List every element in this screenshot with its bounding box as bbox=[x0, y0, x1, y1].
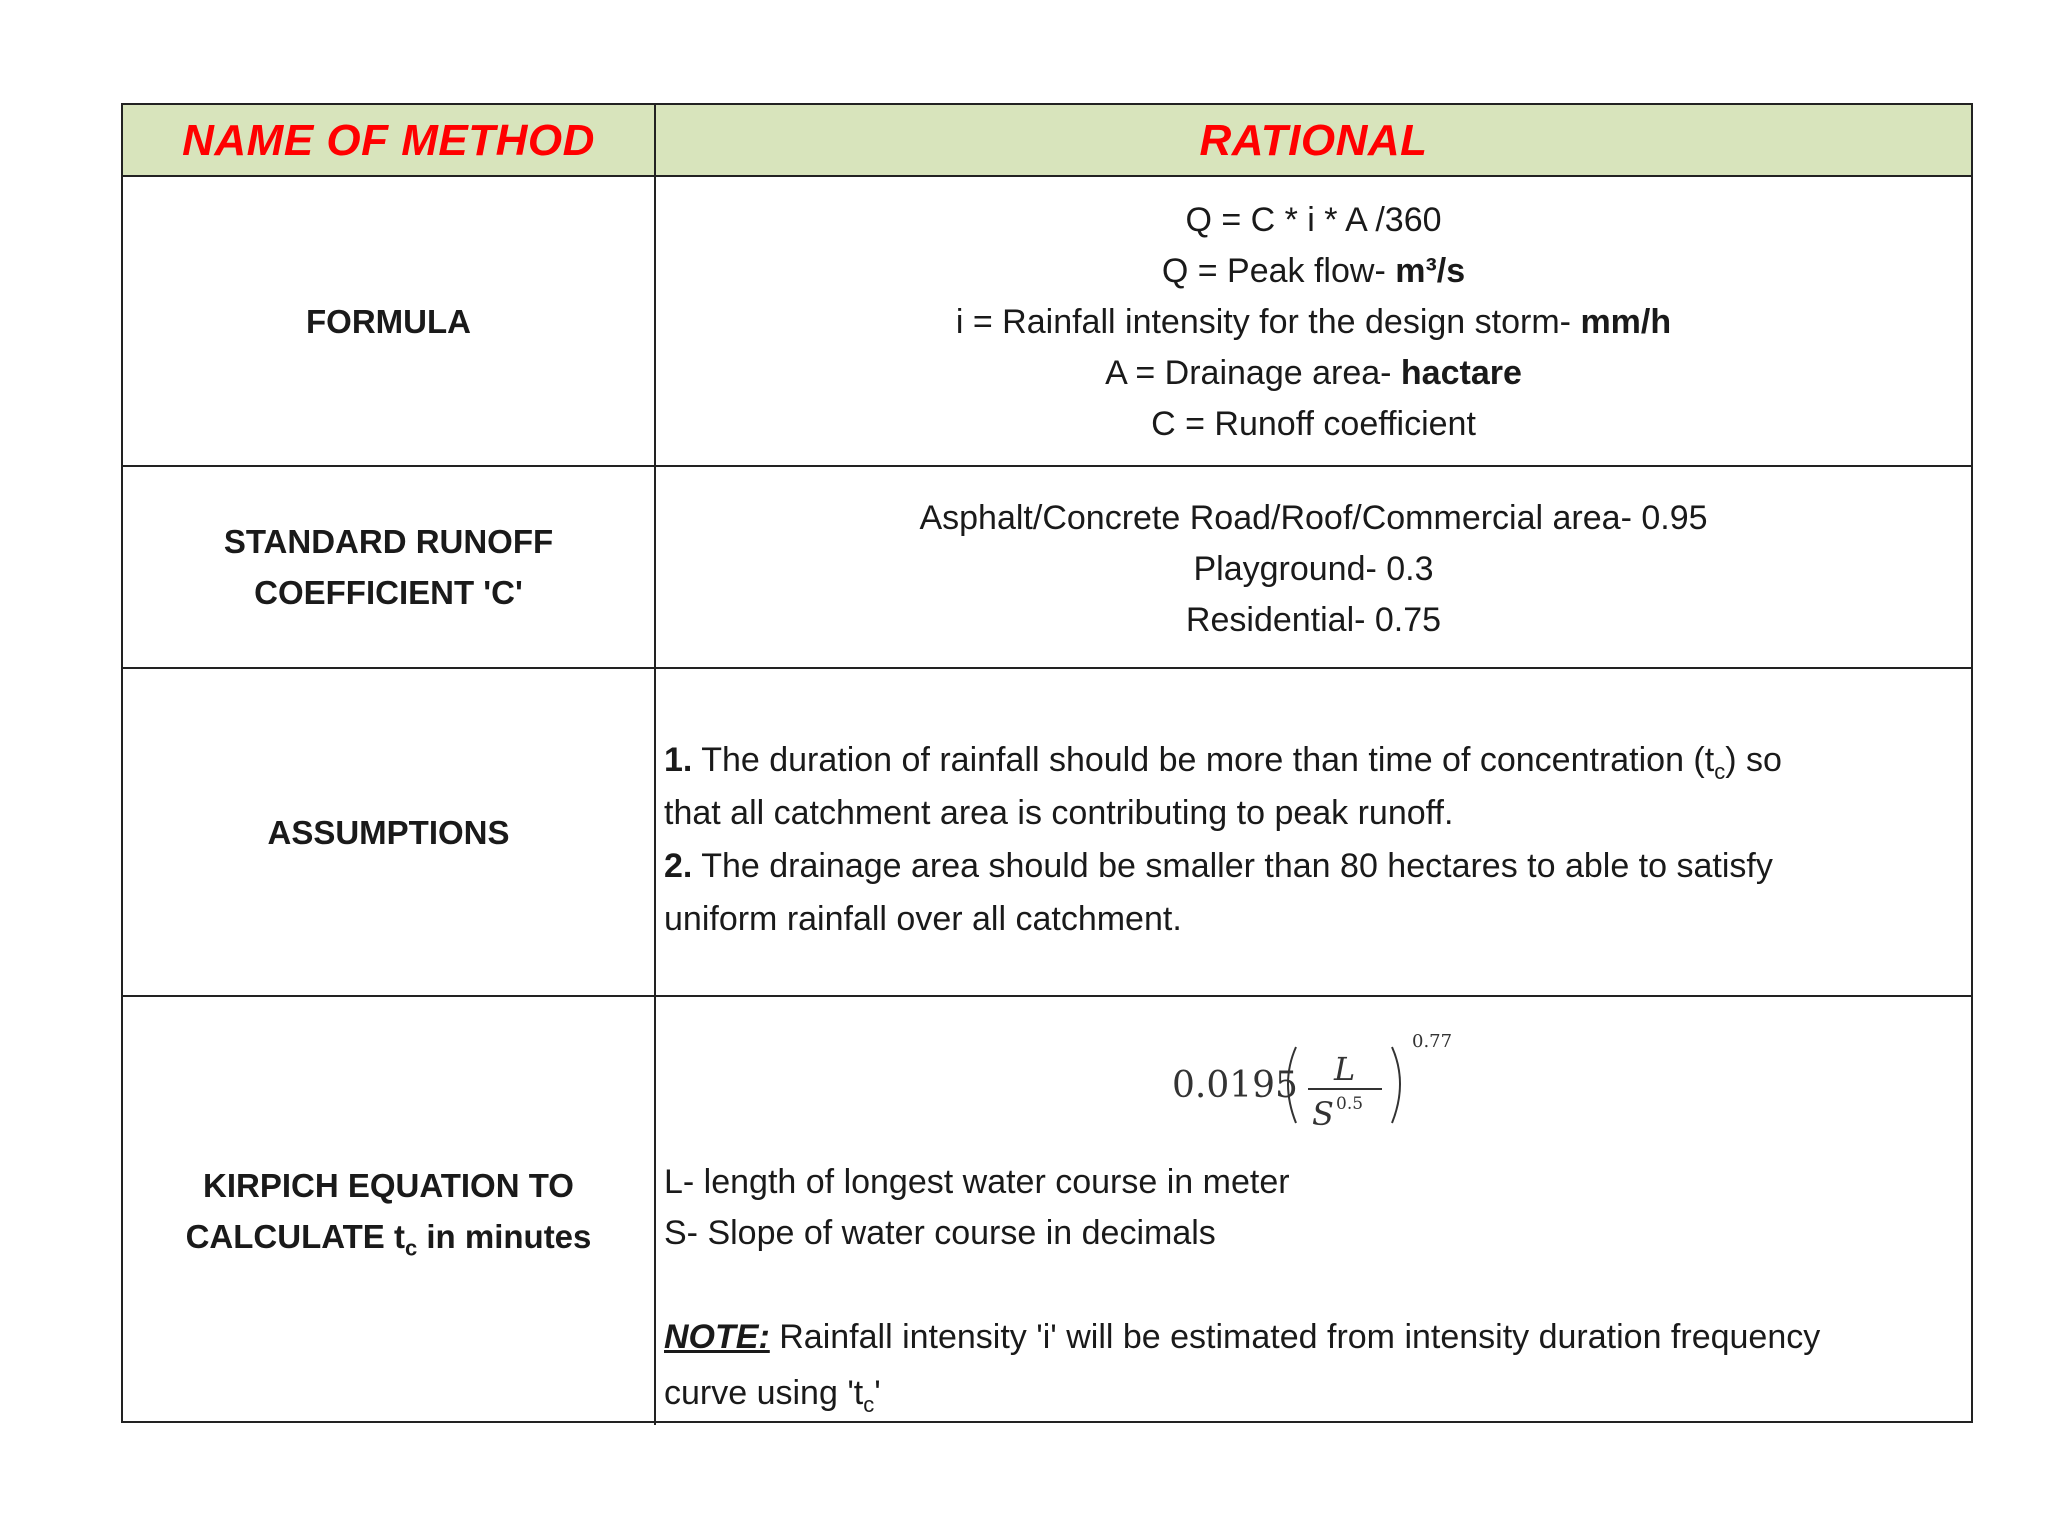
kirpich-eq-coefficient: 0.0195 bbox=[1171, 1065, 1298, 1106]
formula-i-text: i = Rainfall intensity for the design storm- bbox=[955, 303, 1581, 341]
kirpich-var-s: S- Slope of water course in decimals bbox=[664, 1214, 1216, 1252]
assumption-item-2-number: 2. bbox=[664, 847, 693, 885]
header-method-label: NAME OF METHOD bbox=[123, 105, 656, 175]
formula-c-line: C = Runoff coefficient bbox=[1151, 405, 1476, 443]
coefficient-row bbox=[123, 467, 1971, 669]
formula-a-line bbox=[656, 348, 1971, 399]
kirpich-note-text: Rainfall intensity 'i' will be estimated from intensity duration frequency bbox=[769, 1318, 1821, 1356]
assumption-item-1-text: The duration of rainfall should be more than time of concentration (t bbox=[692, 741, 1715, 779]
formula-label: FORMULA bbox=[123, 177, 656, 465]
kirpich-row bbox=[123, 997, 1971, 1425]
coefficient-list bbox=[656, 493, 1971, 646]
coefficient-label-line2: COEFFICIENT 'C' bbox=[254, 574, 523, 611]
method-table bbox=[121, 103, 1973, 1423]
kirpich-note-subscript: c bbox=[863, 1391, 875, 1417]
formula-i-unit: mm/h bbox=[1580, 303, 1672, 341]
kirpich-var-l: L- length of longest water course in meter bbox=[664, 1163, 1290, 1201]
kirpich-eq-exponent: 0.77 bbox=[1411, 1031, 1452, 1052]
assumption-item-1-tail: ) so bbox=[1725, 741, 1782, 779]
kirpich-eq-numerator: L bbox=[1333, 1050, 1355, 1088]
header-row bbox=[123, 105, 1971, 177]
header-method-name: RATIONAL bbox=[1199, 115, 1428, 165]
kirpich-cell bbox=[656, 997, 1971, 1425]
kirpich-note bbox=[664, 1309, 1963, 1421]
assumption-item-1-line1 bbox=[664, 734, 1963, 787]
formula-equation: Q = C * i * A /360 bbox=[1185, 201, 1442, 239]
formula-cell bbox=[656, 177, 1971, 465]
kirpich-label bbox=[123, 997, 656, 1425]
assumption-item-1-subscript: c bbox=[1714, 758, 1726, 784]
kirpich-note-line2 bbox=[664, 1365, 1963, 1421]
assumptions-label: ASSUMPTIONS bbox=[123, 669, 656, 995]
kirpich-eq-denominator-exponent: 0.5 bbox=[1335, 1094, 1363, 1114]
coefficient-item: Residential- 0.75 bbox=[1185, 601, 1442, 639]
coefficient-item: Asphalt/Concrete Road/Roof/Commercial area- 0.95 bbox=[919, 499, 1708, 537]
formula-q-text: Q = Peak flow- bbox=[1161, 252, 1396, 290]
kirpich-eq-denominator: S bbox=[1311, 1095, 1334, 1133]
kirpich-equation-graphic bbox=[1164, 1025, 1464, 1135]
formula-a-text: A = Drainage area- bbox=[1105, 354, 1401, 392]
kirpich-label-text: CALCULATE t bbox=[185, 1218, 405, 1255]
kirpich-note-label: NOTE: bbox=[664, 1318, 770, 1356]
formula-q-line bbox=[656, 246, 1971, 297]
kirpich-label-line2 bbox=[186, 1211, 592, 1262]
assumption-item-2-line1 bbox=[664, 840, 1963, 893]
right-paren-icon bbox=[1392, 1047, 1400, 1123]
kirpich-note-line1 bbox=[664, 1309, 1963, 1365]
formula-lines bbox=[656, 195, 1971, 450]
kirpich-note-tail: ' bbox=[874, 1374, 881, 1412]
assumption-item-1-line2: that all catchment area is contributing to peak runoff. bbox=[664, 794, 1454, 832]
assumptions-row bbox=[123, 669, 1971, 997]
assumptions-cell bbox=[656, 669, 1971, 995]
coefficient-cell bbox=[656, 467, 1971, 667]
coefficient-label bbox=[123, 467, 656, 667]
kirpich-variables bbox=[664, 1157, 1963, 1259]
kirpich-label-subscript: c bbox=[404, 1235, 418, 1261]
assumption-item-2-line2: uniform rainfall over all catchment. bbox=[664, 900, 1182, 938]
kirpich-equation bbox=[656, 1025, 1971, 1135]
formula-q-unit: m³/s bbox=[1395, 252, 1466, 290]
kirpich-label-line1: KIRPICH EQUATION TO bbox=[203, 1167, 574, 1204]
formula-row bbox=[123, 177, 1971, 467]
coefficient-label-line1: STANDARD RUNOFF bbox=[223, 523, 554, 560]
assumption-item-1-number: 1. bbox=[664, 741, 693, 779]
coefficient-item: Playground- 0.3 bbox=[1193, 550, 1434, 588]
formula-a-unit: hactare bbox=[1400, 354, 1522, 392]
assumptions-list bbox=[664, 734, 1963, 946]
kirpich-note-text2: curve using 't bbox=[664, 1374, 864, 1412]
formula-i-line bbox=[656, 297, 1971, 348]
kirpich-label-tail: in minutes bbox=[417, 1218, 592, 1255]
assumption-item-2-text: The drainage area should be smaller than 80 hectares to able to satisfy bbox=[692, 847, 1773, 885]
